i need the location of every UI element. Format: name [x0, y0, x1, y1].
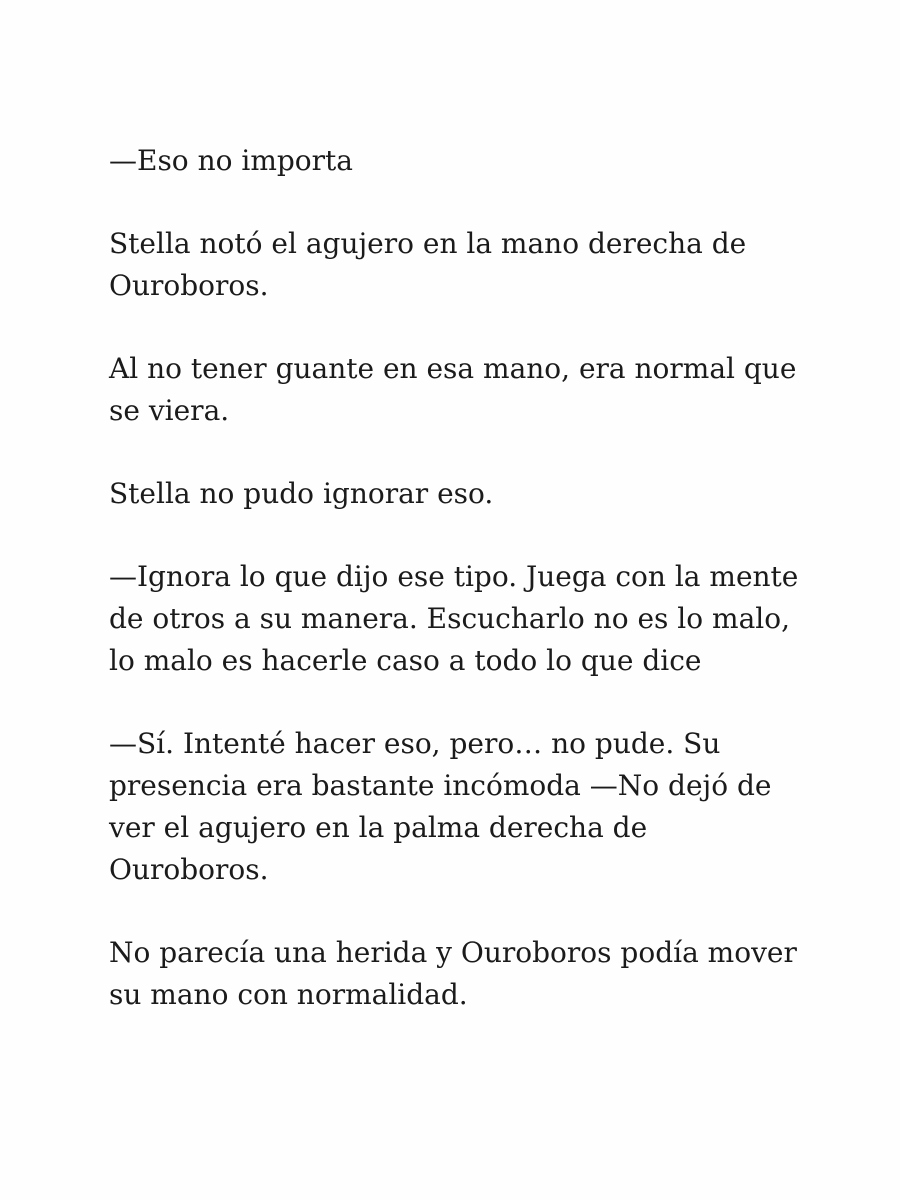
paragraph-1: —Eso no importa: [109, 144, 353, 177]
paragraph-7: No parecía una herida y Ouroboros podía mover su mano con normalidad.: [109, 936, 797, 1011]
paragraph-2: Stella notó el agujero en la mano derecha de Ouroboros.: [109, 227, 747, 302]
paragraph-3: Al no tener guante en esa mano, era normal que se viera.: [109, 352, 797, 427]
text-body: [109, 140, 809, 1057]
paragraph-6: —Sí. Intenté hacer eso, pero… no pude. Su presencia era bastante incómoda —No dejó de ver el agujero en la palma derecha de Ouroboros.: [109, 727, 772, 886]
paragraph-5: —Ignora lo que dijo ese tipo. Juega con la mente de otros a su manera. Escucharlo no es lo malo, lo malo es hacerle caso a todo lo que dice: [109, 560, 799, 677]
paragraph-4: Stella no pudo ignorar eso.: [109, 477, 494, 510]
